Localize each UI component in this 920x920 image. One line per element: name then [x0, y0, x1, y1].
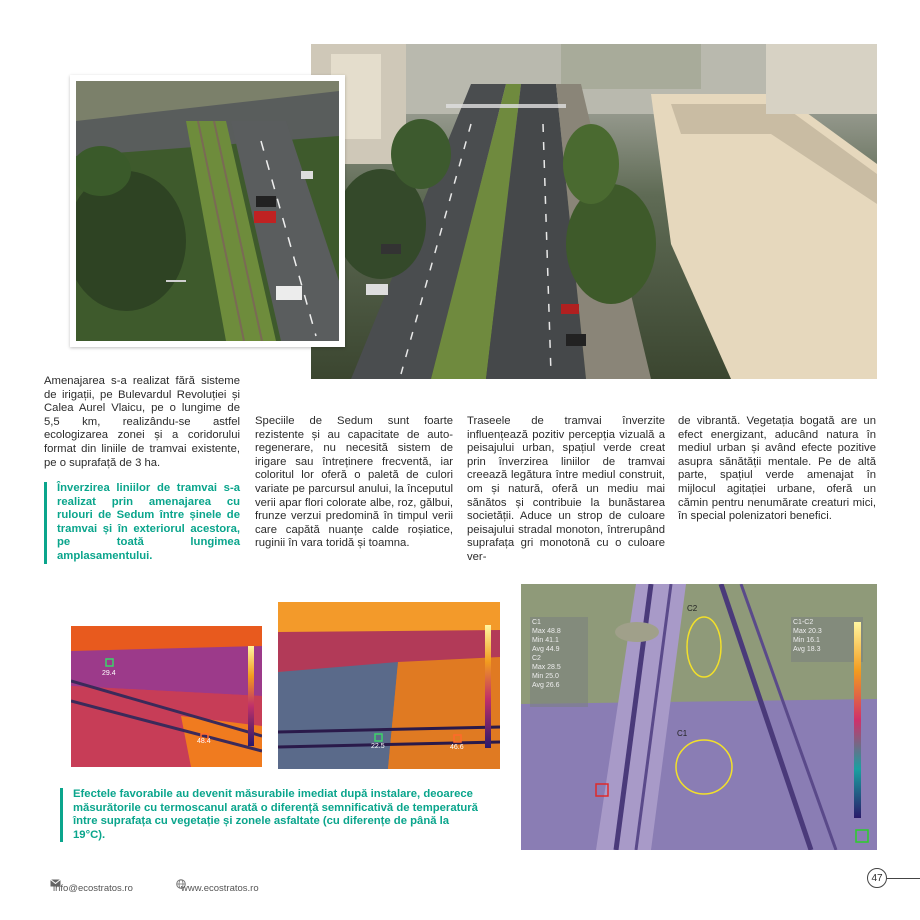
thermal-3-readout-left: C1 Max 48.8 Min 41.1 Avg 44.9 C2 Max 28.5 Min 25.0 Avg 26.6	[532, 619, 561, 689]
aerial-tramline-inset-photo	[70, 75, 345, 347]
thermal-3-readout-right: C1-C2 Max 20.3 Min 16.1 Avg 18.3	[793, 619, 822, 653]
page-number: 47	[867, 868, 887, 888]
thermal-3-c2-label: C2	[687, 604, 698, 613]
intro-paragraph: Amenajarea s-a realizat fără sisteme de irigații, pe Bulevardul Revoluției și Calea Aurel Vlaicu, pe o lungime de 5,5 km, realizându-se astfel ecologizarea zonei și a coridorului format din liniile de tramvai existente, pe o suprafață de 3 ha.	[44, 375, 240, 469]
thermal-2-cool-value: 22.5	[371, 743, 385, 750]
column-vegetation-effects: de vibrantă. Vegetația bogată are un efect energizant, aducând natura în mediul urban și având efecte pozitive asupra sănătății mentale. Pe de altă parte, spațiul verde amenajat în mijlocul agitației urbane, oferă un cămin pentru nenumărate creaturi mici, în special polenizatori benefici.	[678, 415, 876, 523]
thermal-image-1	[71, 626, 262, 767]
thermal-3-c1-label: C1	[677, 729, 688, 738]
thermal-image-2	[278, 602, 500, 769]
aerial-boulevard-photo	[311, 44, 877, 379]
thermal-1-cool-value: 29.4	[102, 670, 116, 677]
footer-email-text[interactable]: info@ecostratos.ro	[53, 883, 133, 894]
column-sedum-species: Speciile de Sedum sunt foarte rezistente și au capacitate de auto-regenerare, nu necesită sistem de irigare sau întreținere frecventă, iar coloritul lor oferă o paletă de culori variate pe parcursul anului, la începutul verii apar flori colorate albe, roz, gălbui, frunze verzui predomină în timpul verii care capătă nuanțe calde roșiatice, ruginii în vara toridă și toamna.	[255, 415, 453, 550]
thermal-2-hot-value: 46.6	[450, 744, 464, 751]
thermal-image-3-rails	[521, 584, 877, 850]
highlight-quote-sedum: Înverzirea liniilor de tramvai s-a realizat prin amenajarea cu rulouri de Sedum între șinele de tramvai și în exteriorul acestora, pe toată lungimea amplasamentului.	[44, 482, 240, 564]
highlight-quote-thermal: Efectele favorabile au devenit măsurabile imediat după instalare, deoarece măsurătorile cu termoscanul arată o diferență semnificativă de temperatură între suprafața cu vegetație și zonele asfaltate (cu diferențe de până la 19°C).	[60, 788, 480, 842]
thermal-1-hot-value: 48.4	[197, 738, 211, 745]
page-number-rule	[887, 878, 920, 879]
footer-website-text[interactable]: www.ecostratos.ro	[181, 883, 259, 894]
column-tram-perception: Traseele de tramvai înverzite influențează pozitiv percepția vizuală a peisajului urban, spațiul verde creat prin înverzirea liniilor de tramvai creează legătura între mediul construit, om și natură, oferă un mediu mai sănătos și contribuie la bunăstarea societății. Aduce un strop de culoare peisajului stradal monoton, întrerupând suprafața gri monotonă cu o culoare ver-	[467, 415, 665, 563]
